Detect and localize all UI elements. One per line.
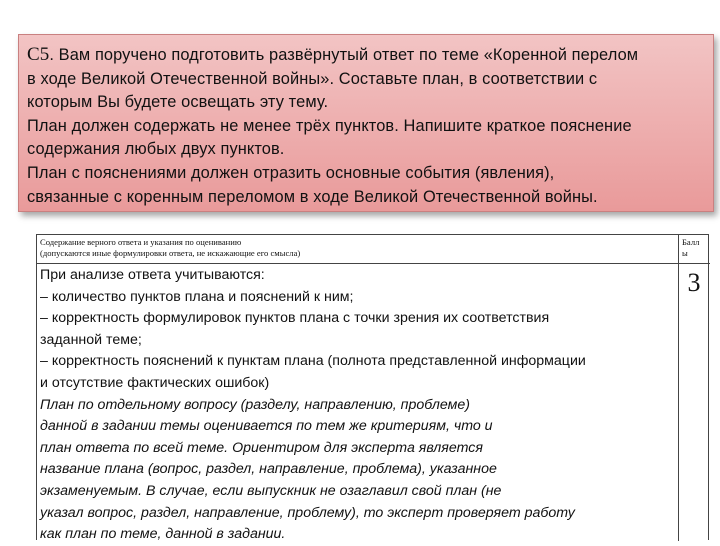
criteria-line: – корректность формулировок пунктов плана с точки зрения их соответствия (40, 310, 550, 327)
header-right-line: Балл (682, 237, 700, 247)
criteria-text (40, 265, 676, 546)
header-left-line: Содержание верного ответа и указания по оцениванию (40, 237, 242, 247)
task-line: содержания любых двух пунктов. (27, 140, 285, 159)
task-line: в ходе Великой Отечественной войны». Составьте план, в соответствии с (27, 69, 598, 88)
criteria-note-line: указал вопрос, раздел, направление, проблему), то эксперт проверяет работу (40, 504, 575, 521)
criteria-line: заданной теме; (40, 331, 142, 348)
answer-table (36, 234, 709, 543)
criteria-note-line: план ответа по всей теме. Ориентиром для эксперта является (40, 439, 483, 456)
criteria-line: и отсутствие фактических ошибок) (40, 374, 270, 391)
criteria-note-line: экзаменуемым. В случае, если выпускник не озаглавил свой план (не (40, 482, 502, 499)
table-header-divider (37, 263, 710, 264)
criteria-line: – количество пунктов плана и пояснений к ним; (40, 288, 354, 305)
task-line-text: . Вам поручено подготовить развёрнутый ответ по теме «Коренной перелом (49, 46, 639, 64)
criteria-line: – корректность пояснений к пунктам плана (полнота представленной информации (40, 353, 586, 370)
header-right-line: ы (682, 248, 688, 258)
task-code: C5 (27, 44, 50, 65)
score-value: 3 (687, 268, 701, 297)
task-line (27, 43, 705, 68)
criteria-note-line: название плана (вопрос, раздел, направление, проблема), указанное (40, 461, 497, 478)
criteria-note-line: как план по теме, данной в задании. (40, 526, 286, 543)
table-header-right (682, 237, 708, 259)
task-box (18, 34, 714, 212)
task-line: связанные с коренным переломом в ходе Великой Отечественной войны. (27, 187, 598, 206)
criteria-note-line: данной в задании темы оценивается по тем же критериям, что и (40, 418, 493, 435)
task-line: План с пояснениями должен отразить основные события (явления), (27, 163, 555, 182)
task-line: План должен содержать не менее трёх пунктов. Напишите краткое пояснение (27, 116, 632, 135)
header-left-line: (допускаются иные формулировки ответа, не искажающие его смысла) (40, 248, 301, 258)
criteria-line: При анализе ответа учитываются: (40, 267, 265, 283)
criteria-note-line: План по отдельному вопросу (разделу, направлению, проблеме) (40, 396, 470, 413)
table-header-left (40, 237, 670, 259)
task-line: которым Вы будете освещать эту тему. (27, 93, 329, 112)
